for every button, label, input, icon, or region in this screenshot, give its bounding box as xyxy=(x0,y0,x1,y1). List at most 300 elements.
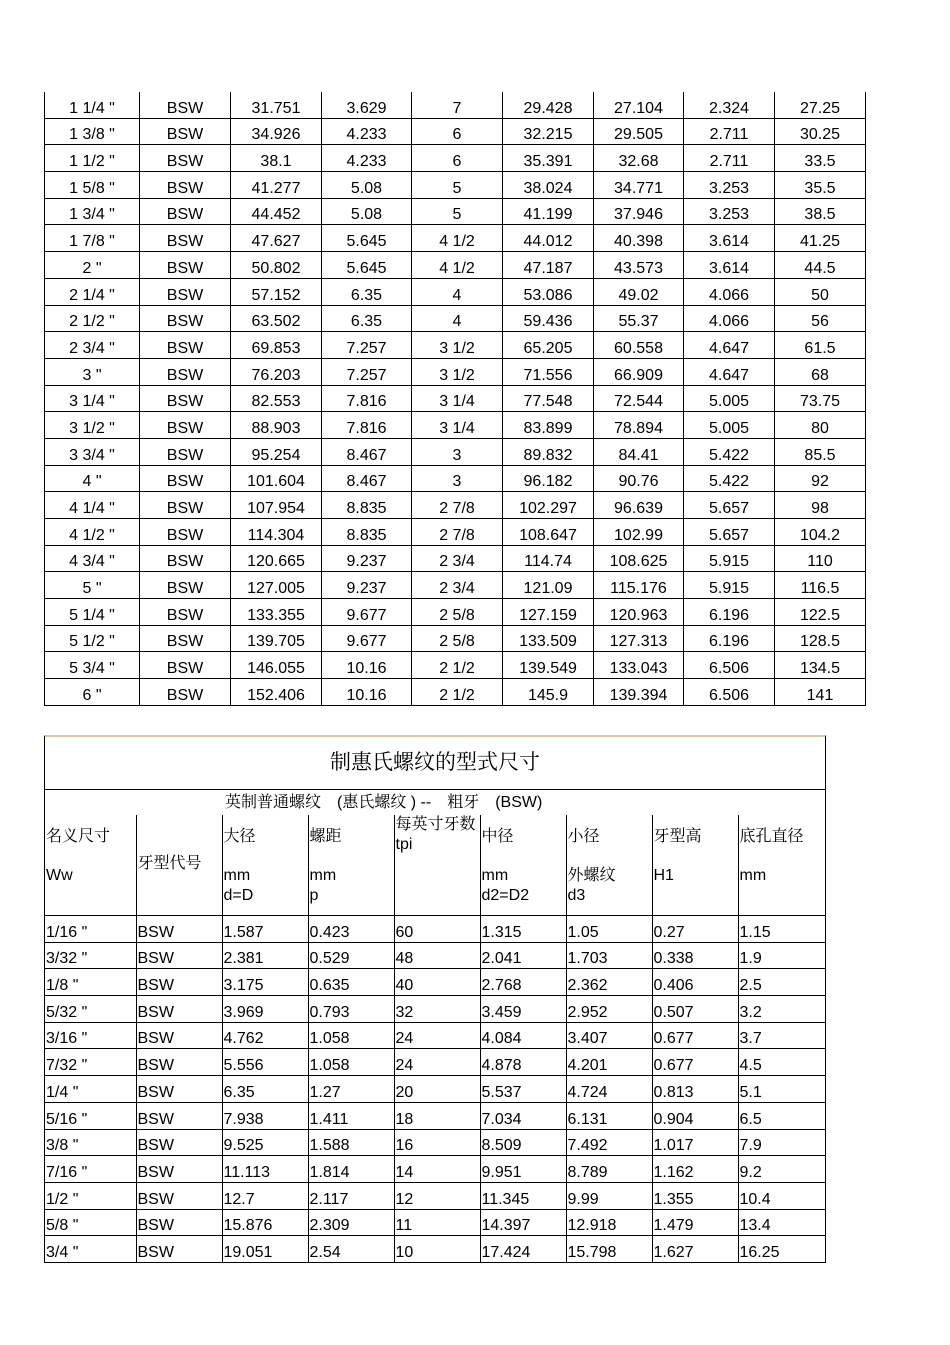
thread-table-small-sizes xyxy=(45,815,825,1262)
cell-thread-height: 0.406 xyxy=(652,969,738,996)
table-row xyxy=(45,172,866,199)
cell-tpi: 4 1/2 xyxy=(412,252,503,279)
cell-thread-code: BSW xyxy=(140,332,231,359)
cell-tap-drill: 116.5 xyxy=(775,572,866,599)
table-row xyxy=(45,996,825,1023)
cell-tpi: 14 xyxy=(394,1156,480,1183)
cell-minor-diameter: 4.201 xyxy=(566,1049,652,1076)
cell-pitch-diameter: 96.182 xyxy=(503,465,594,492)
cell-pitch-diameter: 133.509 xyxy=(503,625,594,652)
cell-major-diameter: 11.113 xyxy=(222,1156,308,1183)
cell-tpi: 2 1/2 xyxy=(412,652,503,679)
cell-tap-drill: 38.5 xyxy=(775,198,866,225)
cell-tap-drill: 141 xyxy=(775,679,866,706)
cell-thread-code: BSW xyxy=(136,916,222,943)
cell-major-diameter: 7.938 xyxy=(222,1102,308,1129)
cell-major-diameter: 2.381 xyxy=(222,942,308,969)
cell-nominal-size: 5/32 " xyxy=(45,996,136,1023)
cell-tap-drill: 61.5 xyxy=(775,332,866,359)
cell-thread-height: 0.507 xyxy=(652,996,738,1023)
cell-tpi: 4 xyxy=(412,305,503,332)
cell-tpi: 4 1/2 xyxy=(412,225,503,252)
cell-nominal-size: 4 3/4 " xyxy=(45,545,140,572)
cell-major-diameter: 95.254 xyxy=(231,438,322,465)
cell-minor-diameter: 96.639 xyxy=(594,492,684,519)
cell-nominal-size: 7/16 " xyxy=(45,1156,136,1183)
cell-nominal-size: 3 1/4 " xyxy=(45,385,140,412)
cell-minor-diameter: 55.37 xyxy=(594,305,684,332)
cell-major-diameter: 88.903 xyxy=(231,412,322,439)
cell-minor-diameter: 139.394 xyxy=(594,679,684,706)
cell-minor-diameter: 27.104 xyxy=(594,92,684,118)
table-row xyxy=(45,1022,825,1049)
cell-tpi: 5 xyxy=(412,198,503,225)
cell-pitch: 2.117 xyxy=(308,1182,394,1209)
cell-thread-height: 1.479 xyxy=(652,1209,738,1236)
cell-tap-drill: 98 xyxy=(775,492,866,519)
cell-pitch: 5.645 xyxy=(322,252,412,279)
cell-nominal-size: 4 " xyxy=(45,465,140,492)
cell-pitch-diameter: 65.205 xyxy=(503,332,594,359)
cell-thread-code: BSW xyxy=(136,1129,222,1156)
cell-pitch: 9.237 xyxy=(322,572,412,599)
cell-major-diameter: 34.926 xyxy=(231,118,322,145)
cell-thread-height: 3.253 xyxy=(684,172,775,199)
cell-major-diameter: 19.051 xyxy=(222,1236,308,1262)
cell-thread-code: BSW xyxy=(136,1022,222,1049)
cell-major-diameter: 12.7 xyxy=(222,1182,308,1209)
cell-minor-diameter: 90.76 xyxy=(594,465,684,492)
cell-pitch-diameter: 89.832 xyxy=(503,438,594,465)
cell-thread-height: 5.915 xyxy=(684,572,775,599)
cell-minor-diameter: 4.724 xyxy=(566,1076,652,1103)
cell-nominal-size: 3/16 " xyxy=(45,1022,136,1049)
table-row xyxy=(45,332,866,359)
cell-tap-drill: 104.2 xyxy=(775,519,866,546)
cell-thread-code: BSW xyxy=(136,1182,222,1209)
cell-tap-drill: 122.5 xyxy=(775,599,866,626)
whitworth-thread-table xyxy=(44,735,826,1263)
table-row xyxy=(45,305,866,332)
cell-pitch-diameter: 14.397 xyxy=(480,1209,566,1236)
cell-minor-diameter: 1.703 xyxy=(566,942,652,969)
cell-pitch-diameter: 29.428 xyxy=(503,92,594,118)
cell-thread-height: 0.677 xyxy=(652,1022,738,1049)
cell-thread-code: BSW xyxy=(140,492,231,519)
cell-major-diameter: 3.969 xyxy=(222,996,308,1023)
cell-nominal-size: 1/8 " xyxy=(45,969,136,996)
cell-thread-code: BSW xyxy=(140,305,231,332)
table-row xyxy=(45,358,866,385)
cell-thread-height: 6.506 xyxy=(684,652,775,679)
cell-pitch-diameter: 139.549 xyxy=(503,652,594,679)
cell-pitch: 1.058 xyxy=(308,1022,394,1049)
cell-pitch: 9.677 xyxy=(322,599,412,626)
cell-pitch: 10.16 xyxy=(322,652,412,679)
cell-tap-drill: 27.25 xyxy=(775,92,866,118)
cell-major-diameter: 44.452 xyxy=(231,198,322,225)
cell-tpi: 5 xyxy=(412,172,503,199)
cell-pitch-diameter: 41.199 xyxy=(503,198,594,225)
cell-tap-drill: 134.5 xyxy=(775,652,866,679)
table-row xyxy=(45,1129,825,1156)
table-row xyxy=(45,492,866,519)
cell-minor-diameter: 102.99 xyxy=(594,519,684,546)
cell-thread-code: BSW xyxy=(140,92,231,118)
cell-tap-drill: 35.5 xyxy=(775,172,866,199)
cell-major-diameter: 1.587 xyxy=(222,916,308,943)
cell-pitch: 7.257 xyxy=(322,332,412,359)
cell-tap-drill: 128.5 xyxy=(775,625,866,652)
cell-major-diameter: 31.751 xyxy=(231,92,322,118)
cell-tap-drill: 41.25 xyxy=(775,225,866,252)
cell-minor-diameter: 115.176 xyxy=(594,572,684,599)
table-row xyxy=(45,1209,825,1236)
cell-minor-diameter: 29.505 xyxy=(594,118,684,145)
cell-minor-diameter: 37.946 xyxy=(594,198,684,225)
cell-nominal-size: 5 1/2 " xyxy=(45,625,140,652)
cell-thread-code: BSW xyxy=(140,599,231,626)
cell-tpi: 4 xyxy=(412,278,503,305)
table-row xyxy=(45,572,866,599)
header-major-diameter: 大径 mm d=D xyxy=(222,815,308,916)
cell-thread-height: 4.647 xyxy=(684,358,775,385)
cell-thread-height: 0.677 xyxy=(652,1049,738,1076)
cell-pitch-diameter: 121.09 xyxy=(503,572,594,599)
cell-tpi: 3 xyxy=(412,465,503,492)
cell-thread-height: 5.005 xyxy=(684,412,775,439)
cell-minor-diameter: 2.362 xyxy=(566,969,652,996)
cell-major-diameter: 4.762 xyxy=(222,1022,308,1049)
cell-tap-drill: 92 xyxy=(775,465,866,492)
cell-major-diameter: 127.005 xyxy=(231,572,322,599)
header-row xyxy=(45,815,825,916)
cell-tap-drill: 3.7 xyxy=(738,1022,825,1049)
cell-nominal-size: 2 1/2 " xyxy=(45,305,140,332)
cell-thread-code: BSW xyxy=(140,652,231,679)
cell-major-diameter: 15.876 xyxy=(222,1209,308,1236)
cell-pitch: 1.058 xyxy=(308,1049,394,1076)
table-row xyxy=(45,1156,825,1183)
cell-thread-code: BSW xyxy=(140,198,231,225)
cell-thread-code: BSW xyxy=(136,942,222,969)
cell-pitch-diameter: 102.297 xyxy=(503,492,594,519)
cell-pitch: 8.467 xyxy=(322,438,412,465)
cell-thread-code: BSW xyxy=(140,225,231,252)
cell-tap-drill: 13.4 xyxy=(738,1209,825,1236)
table-row xyxy=(45,278,866,305)
cell-pitch: 1.588 xyxy=(308,1129,394,1156)
table-row xyxy=(45,385,866,412)
cell-minor-diameter: 66.909 xyxy=(594,358,684,385)
cell-pitch-diameter: 4.084 xyxy=(480,1022,566,1049)
cell-thread-height: 0.813 xyxy=(652,1076,738,1103)
cell-nominal-size: 3/32 " xyxy=(45,942,136,969)
cell-nominal-size: 2 3/4 " xyxy=(45,332,140,359)
cell-thread-height: 5.657 xyxy=(684,519,775,546)
cell-major-diameter: 101.604 xyxy=(231,465,322,492)
cell-thread-code: BSW xyxy=(140,145,231,172)
cell-minor-diameter: 9.99 xyxy=(566,1182,652,1209)
cell-minor-diameter: 72.544 xyxy=(594,385,684,412)
cell-minor-diameter: 15.798 xyxy=(566,1236,652,1262)
cell-pitch-diameter: 7.034 xyxy=(480,1102,566,1129)
cell-nominal-size: 1 3/8 " xyxy=(45,118,140,145)
cell-pitch: 2.309 xyxy=(308,1209,394,1236)
cell-tpi: 3 1/2 xyxy=(412,332,503,359)
cell-tpi: 3 1/2 xyxy=(412,358,503,385)
cell-thread-height: 6.196 xyxy=(684,625,775,652)
cell-nominal-size: 2 " xyxy=(45,252,140,279)
cell-tap-drill: 5.1 xyxy=(738,1076,825,1103)
cell-major-diameter: 107.954 xyxy=(231,492,322,519)
cell-tpi: 12 xyxy=(394,1182,480,1209)
cell-pitch-diameter: 59.436 xyxy=(503,305,594,332)
cell-nominal-size: 4 1/4 " xyxy=(45,492,140,519)
cell-tpi: 32 xyxy=(394,996,480,1023)
cell-pitch: 0.529 xyxy=(308,942,394,969)
table-row xyxy=(45,652,866,679)
cell-pitch-diameter: 32.215 xyxy=(503,118,594,145)
cell-major-diameter: 76.203 xyxy=(231,358,322,385)
cell-thread-height: 2.324 xyxy=(684,92,775,118)
cell-tap-drill: 56 xyxy=(775,305,866,332)
cell-tpi: 20 xyxy=(394,1076,480,1103)
cell-thread-code: BSW xyxy=(140,385,231,412)
table-row xyxy=(45,145,866,172)
cell-thread-code: BSW xyxy=(140,252,231,279)
cell-thread-code: BSW xyxy=(136,996,222,1023)
cell-major-diameter: 3.175 xyxy=(222,969,308,996)
cell-pitch-diameter: 77.548 xyxy=(503,385,594,412)
cell-nominal-size: 3/4 " xyxy=(45,1236,136,1262)
cell-major-diameter: 41.277 xyxy=(231,172,322,199)
cell-thread-height: 1.162 xyxy=(652,1156,738,1183)
cell-thread-height: 5.005 xyxy=(684,385,775,412)
cell-pitch-diameter: 5.537 xyxy=(480,1076,566,1103)
table-row xyxy=(45,679,866,706)
cell-nominal-size: 1 5/8 " xyxy=(45,172,140,199)
cell-thread-height: 6.506 xyxy=(684,679,775,706)
cell-pitch: 6.35 xyxy=(322,278,412,305)
cell-pitch-diameter: 38.024 xyxy=(503,172,594,199)
cell-major-diameter: 146.055 xyxy=(231,652,322,679)
cell-pitch: 0.793 xyxy=(308,996,394,1023)
header-nominal-size: 名义尺寸 Ww xyxy=(45,815,136,916)
cell-thread-code: BSW xyxy=(140,358,231,385)
cell-minor-diameter: 8.789 xyxy=(566,1156,652,1183)
cell-nominal-size: 7/32 " xyxy=(45,1049,136,1076)
cell-tpi: 3 xyxy=(412,438,503,465)
cell-pitch: 7.816 xyxy=(322,385,412,412)
cell-nominal-size: 1 1/4 " xyxy=(45,92,140,118)
cell-thread-height: 4.066 xyxy=(684,278,775,305)
table-subtitle: 英制普通螺纹 (惠氏螺纹 ) -- 粗牙 (BSW) xyxy=(225,794,543,811)
cell-nominal-size: 2 1/4 " xyxy=(45,278,140,305)
cell-nominal-size: 1/16 " xyxy=(45,916,136,943)
cell-major-diameter: 82.553 xyxy=(231,385,322,412)
cell-thread-code: BSW xyxy=(140,572,231,599)
cell-pitch: 8.835 xyxy=(322,492,412,519)
cell-pitch: 8.467 xyxy=(322,465,412,492)
cell-tpi: 6 xyxy=(412,145,503,172)
table-row xyxy=(45,1182,825,1209)
cell-nominal-size: 3/8 " xyxy=(45,1129,136,1156)
cell-pitch-diameter: 71.556 xyxy=(503,358,594,385)
cell-pitch: 2.54 xyxy=(308,1236,394,1262)
cell-pitch-diameter: 145.9 xyxy=(503,679,594,706)
cell-nominal-size: 5 " xyxy=(45,572,140,599)
cell-pitch: 0.423 xyxy=(308,916,394,943)
cell-pitch-diameter: 3.459 xyxy=(480,996,566,1023)
cell-nominal-size: 1 7/8 " xyxy=(45,225,140,252)
cell-tap-drill: 2.5 xyxy=(738,969,825,996)
cell-tpi: 3 1/4 xyxy=(412,412,503,439)
cell-pitch: 5.08 xyxy=(322,172,412,199)
cell-nominal-size: 1/4 " xyxy=(45,1076,136,1103)
cell-thread-code: BSW xyxy=(140,465,231,492)
header-minor-diameter: 小径 外螺纹 d3 xyxy=(566,815,652,916)
table-row xyxy=(45,545,866,572)
cell-major-diameter: 69.853 xyxy=(231,332,322,359)
cell-thread-height: 5.657 xyxy=(684,492,775,519)
table-row xyxy=(45,252,866,279)
cell-thread-code: BSW xyxy=(140,278,231,305)
cell-tap-drill: 1.15 xyxy=(738,916,825,943)
cell-thread-code: BSW xyxy=(140,679,231,706)
cell-tpi: 2 3/4 xyxy=(412,572,503,599)
cell-thread-code: BSW xyxy=(136,1236,222,1262)
table-row xyxy=(45,465,866,492)
cell-pitch-diameter: 11.345 xyxy=(480,1182,566,1209)
cell-major-diameter: 133.355 xyxy=(231,599,322,626)
cell-pitch-diameter: 4.878 xyxy=(480,1049,566,1076)
cell-thread-height: 5.915 xyxy=(684,545,775,572)
cell-nominal-size: 3 " xyxy=(45,358,140,385)
table-row xyxy=(45,92,866,118)
cell-pitch: 4.233 xyxy=(322,118,412,145)
cell-major-diameter: 47.627 xyxy=(231,225,322,252)
cell-tpi: 6 xyxy=(412,118,503,145)
cell-thread-code: BSW xyxy=(136,969,222,996)
cell-minor-diameter: 1.05 xyxy=(566,916,652,943)
cell-pitch-diameter: 1.315 xyxy=(480,916,566,943)
cell-thread-code: BSW xyxy=(136,1076,222,1103)
header-thread-code: 牙型代号 xyxy=(136,815,222,916)
cell-thread-height: 2.711 xyxy=(684,145,775,172)
cell-major-diameter: 6.35 xyxy=(222,1076,308,1103)
cell-thread-height: 0.904 xyxy=(652,1102,738,1129)
cell-thread-height: 0.27 xyxy=(652,916,738,943)
cell-nominal-size: 1/2 " xyxy=(45,1182,136,1209)
cell-pitch: 6.35 xyxy=(322,305,412,332)
cell-pitch-diameter: 114.74 xyxy=(503,545,594,572)
cell-tpi: 2 5/8 xyxy=(412,599,503,626)
table-row xyxy=(45,118,866,145)
cell-tap-drill: 44.5 xyxy=(775,252,866,279)
cell-tap-drill: 85.5 xyxy=(775,438,866,465)
cell-thread-code: BSW xyxy=(140,118,231,145)
table-row xyxy=(45,1236,825,1262)
cell-tap-drill: 73.75 xyxy=(775,385,866,412)
cell-major-diameter: 114.304 xyxy=(231,519,322,546)
cell-tpi: 10 xyxy=(394,1236,480,1262)
cell-pitch: 10.16 xyxy=(322,679,412,706)
table-row xyxy=(45,625,866,652)
table-row xyxy=(45,1049,825,1076)
cell-major-diameter: 63.502 xyxy=(231,305,322,332)
cell-major-diameter: 50.802 xyxy=(231,252,322,279)
cell-nominal-size: 5/8 " xyxy=(45,1209,136,1236)
cell-tap-drill: 4.5 xyxy=(738,1049,825,1076)
table-row xyxy=(45,225,866,252)
cell-tpi: 18 xyxy=(394,1102,480,1129)
cell-thread-height: 2.711 xyxy=(684,118,775,145)
cell-minor-diameter: 6.131 xyxy=(566,1102,652,1129)
cell-tpi: 2 5/8 xyxy=(412,625,503,652)
cell-major-diameter: 57.152 xyxy=(231,278,322,305)
cell-tpi: 48 xyxy=(394,942,480,969)
cell-major-diameter: 152.406 xyxy=(231,679,322,706)
table-body xyxy=(45,92,866,705)
cell-minor-diameter: 127.313 xyxy=(594,625,684,652)
cell-thread-height: 3.253 xyxy=(684,198,775,225)
cell-thread-height: 3.614 xyxy=(684,252,775,279)
cell-minor-diameter: 7.492 xyxy=(566,1129,652,1156)
cell-nominal-size: 5 3/4 " xyxy=(45,652,140,679)
cell-thread-code: BSW xyxy=(136,1049,222,1076)
cell-minor-diameter: 3.407 xyxy=(566,1022,652,1049)
cell-pitch: 1.27 xyxy=(308,1076,394,1103)
cell-thread-height: 3.614 xyxy=(684,225,775,252)
cell-thread-height: 1.627 xyxy=(652,1236,738,1262)
cell-nominal-size: 1 3/4 " xyxy=(45,198,140,225)
header-tap-drill: 底孔直径 mm xyxy=(738,815,825,916)
cell-tpi: 11 xyxy=(394,1209,480,1236)
header-tpi: 每英寸牙数 tpi xyxy=(394,815,480,916)
cell-pitch-diameter: 17.424 xyxy=(480,1236,566,1262)
cell-thread-height: 6.196 xyxy=(684,599,775,626)
cell-thread-height: 1.355 xyxy=(652,1182,738,1209)
cell-thread-height: 4.647 xyxy=(684,332,775,359)
cell-tap-drill: 1.9 xyxy=(738,942,825,969)
cell-minor-diameter: 49.02 xyxy=(594,278,684,305)
cell-minor-diameter: 133.043 xyxy=(594,652,684,679)
table-row xyxy=(45,599,866,626)
cell-tap-drill: 110 xyxy=(775,545,866,572)
cell-minor-diameter: 84.41 xyxy=(594,438,684,465)
cell-pitch-diameter: 108.647 xyxy=(503,519,594,546)
cell-pitch: 7.257 xyxy=(322,358,412,385)
table-row xyxy=(45,412,866,439)
cell-pitch: 7.816 xyxy=(322,412,412,439)
cell-tap-drill: 80 xyxy=(775,412,866,439)
cell-tpi: 16 xyxy=(394,1129,480,1156)
cell-nominal-size: 6 " xyxy=(45,679,140,706)
cell-thread-code: BSW xyxy=(136,1209,222,1236)
cell-pitch: 5.08 xyxy=(322,198,412,225)
header-thread-height: 牙型高 H1 xyxy=(652,815,738,916)
cell-thread-height: 4.066 xyxy=(684,305,775,332)
cell-tpi: 2 7/8 xyxy=(412,519,503,546)
cell-tpi: 24 xyxy=(394,1022,480,1049)
cell-minor-diameter: 12.918 xyxy=(566,1209,652,1236)
cell-major-diameter: 5.556 xyxy=(222,1049,308,1076)
cell-nominal-size: 4 1/2 " xyxy=(45,519,140,546)
cell-major-diameter: 120.665 xyxy=(231,545,322,572)
cell-pitch-diameter: 8.509 xyxy=(480,1129,566,1156)
cell-minor-diameter: 34.771 xyxy=(594,172,684,199)
